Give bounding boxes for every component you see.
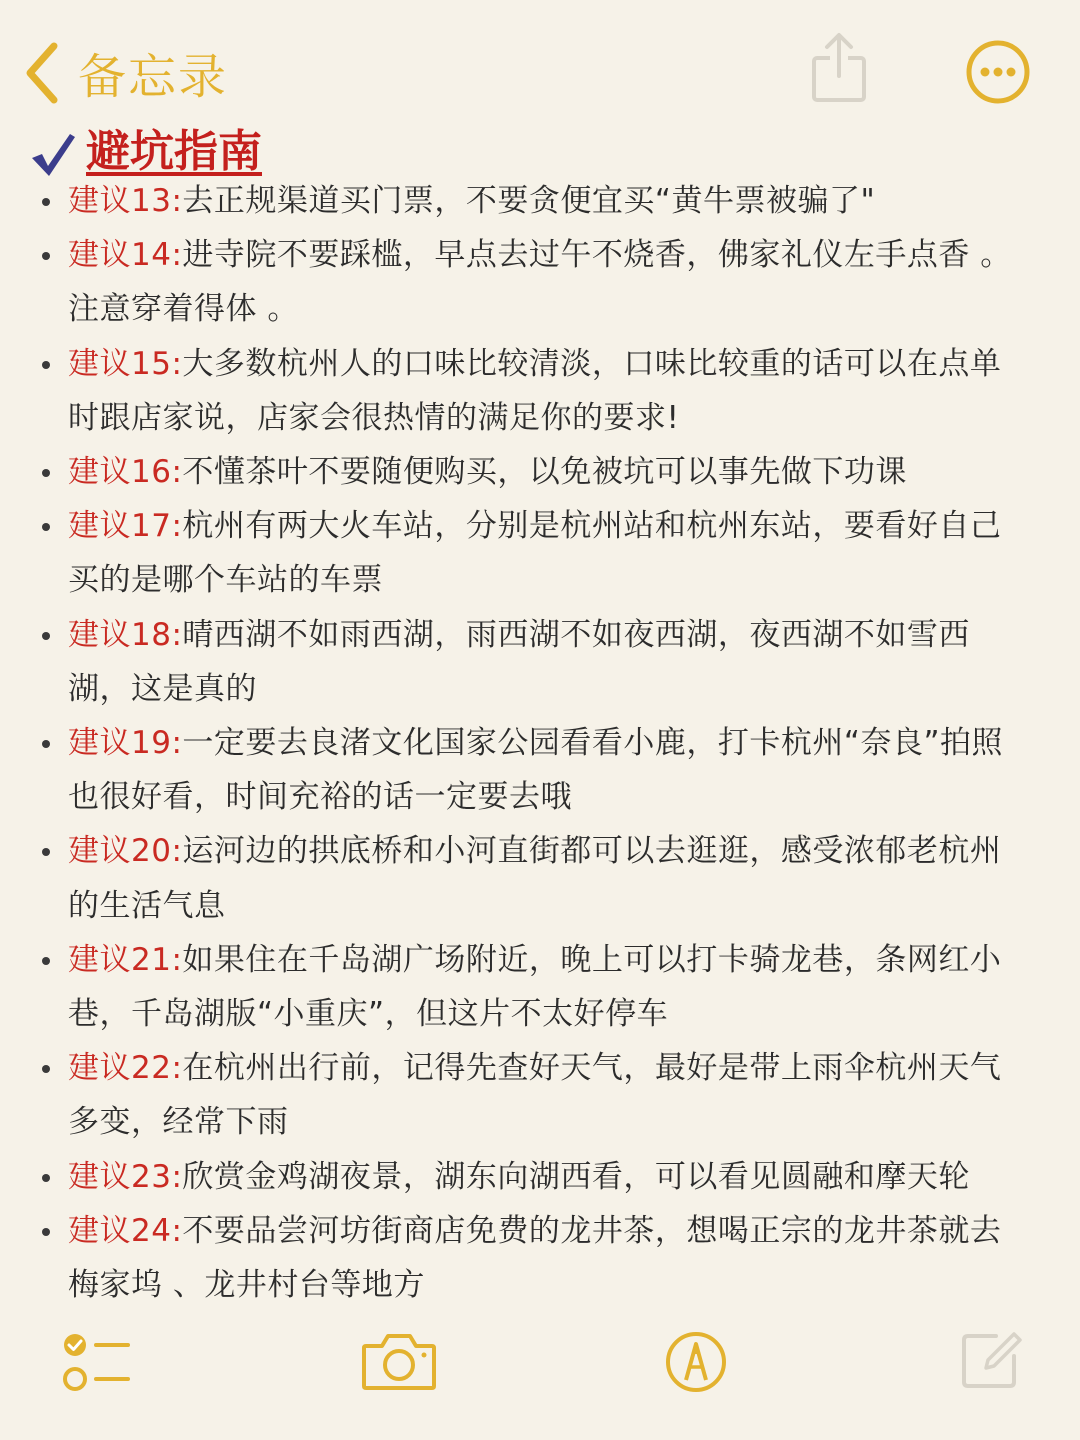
more-options-icon <box>964 38 1032 106</box>
tip-text: 杭州有两大火车站，分别是杭州站和杭州东站，要看好自己买的是哪个车站的车票 <box>68 508 1002 599</box>
compose-icon <box>958 1328 1022 1392</box>
checklist-icon <box>60 1330 132 1394</box>
tip-text: 欣赏金鸡湖夜景，湖东向湖西看，可以看见圆融和摩天轮 <box>182 1158 970 1195</box>
tip-label: 建议15: <box>68 345 183 382</box>
back-label: 备忘录 <box>78 49 229 105</box>
chevron-left-icon <box>22 40 62 106</box>
tip-label: 建议23: <box>68 1158 183 1195</box>
more-button[interactable] <box>964 38 1032 110</box>
note-title <box>28 120 262 178</box>
camera-button[interactable] <box>360 1330 438 1396</box>
list-item <box>36 824 1026 932</box>
list-item <box>36 445 1026 499</box>
tip-label: 建议21: <box>68 941 183 978</box>
list-item <box>36 1150 1026 1204</box>
tip-label: 建议13: <box>68 183 183 219</box>
share-button[interactable] <box>808 30 870 108</box>
list-item <box>36 174 1026 228</box>
list-item <box>36 499 1026 607</box>
list-item <box>36 933 1026 1041</box>
list-item <box>36 228 1026 336</box>
checklist-button[interactable] <box>60 1330 132 1398</box>
tip-text: 去正规渠道买门票，不要贪便宜买“黄牛票被骗了" <box>182 183 876 219</box>
tip-text: 大多数杭州人的口味比较清淡，口味比较重的话可以在点单时跟店家说，店家会很热情的满足你的要求! <box>68 345 1002 436</box>
tip-label: 建议24: <box>68 1212 183 1249</box>
tip-text: 如果住在千岛湖广场附近，晚上可以打卡骑龙巷，条网红小巷，千岛湖版“小重庆”，但这片不太好停车 <box>68 941 1002 1033</box>
tip-label: 建议14: <box>68 237 183 274</box>
markup-pen-icon <box>664 1330 728 1394</box>
tip-label: 建议17: <box>68 508 183 545</box>
page-title: 避坑指南 <box>86 126 262 177</box>
list-item <box>36 1041 1026 1149</box>
tip-text: 一定要去良渚文化国家公园看看小鹿，打卡杭州“奈良”拍照也很好看，时间充裕的话一定要去哦 <box>68 725 1004 816</box>
check-mark-icon <box>28 132 78 178</box>
list-item <box>36 608 1026 716</box>
tip-label: 建议18: <box>68 616 183 653</box>
compose-button[interactable] <box>958 1328 1022 1396</box>
tip-text: 不要品尝河坊街商店免费的龙井茶，想喝正宗的龙井茶就去梅家坞 、龙井村台等地方 <box>68 1212 1002 1304</box>
list-item <box>36 337 1026 445</box>
tips-list <box>36 174 1026 1312</box>
camera-icon <box>360 1330 438 1392</box>
tip-text: 进寺院不要踩槛，早点去过午不烧香，佛家礼仪左手点香 。注意穿着得体 。 <box>68 237 1012 328</box>
tip-text: 晴西湖不如雨西湖，雨西湖不如夜西湖，夜西湖不如雪西湖，这是真的 <box>68 616 970 707</box>
list-item <box>36 716 1026 824</box>
tip-label: 建议22: <box>68 1050 183 1087</box>
tip-label: 建议19: <box>68 725 183 762</box>
tip-label: 建议20: <box>68 833 183 870</box>
share-icon <box>808 30 870 104</box>
markup-button[interactable] <box>664 1330 728 1398</box>
tip-text: 不懂茶叶不要随便购买，以免被坑可以事先做下功课 <box>182 454 907 491</box>
back-button[interactable] <box>22 38 228 107</box>
list-item <box>36 1204 1026 1312</box>
tip-text: 在杭州出行前，记得先查好天气，最好是带上雨伞杭州天气多变，经常下雨 <box>68 1050 1002 1141</box>
tip-text: 运河边的拱底桥和小河直街都可以去逛逛，感受浓郁老杭州的生活气息 <box>68 833 1002 924</box>
tip-label: 建议16: <box>68 454 183 491</box>
